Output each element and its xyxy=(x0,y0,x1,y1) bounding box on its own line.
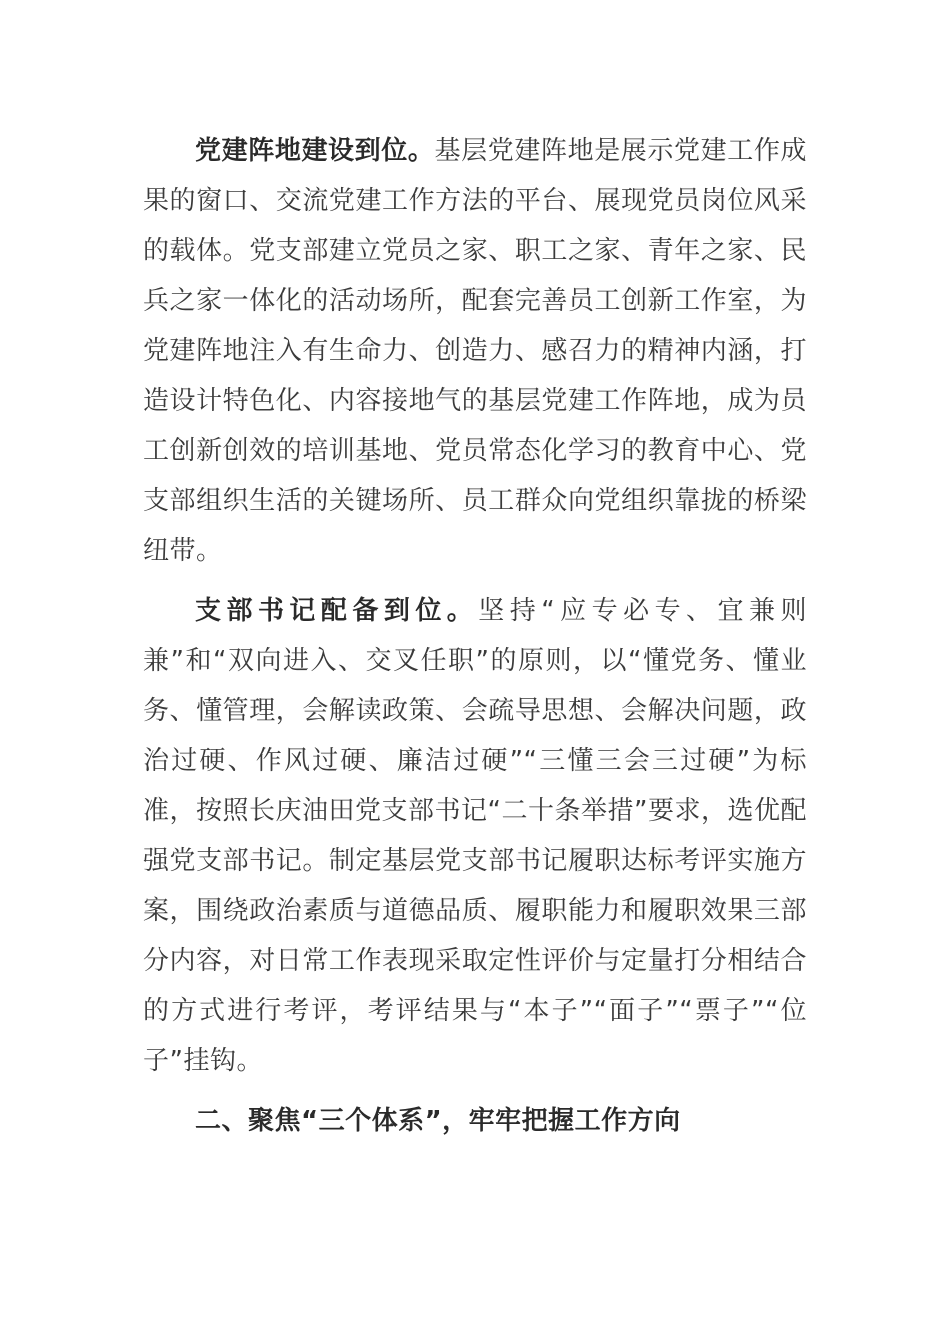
paragraph-party-building-position xyxy=(143,126,807,576)
section-heading: 二、聚焦“三个体系”，牢牢把握工作方向 xyxy=(195,1106,681,1136)
paragraph-body: 基层党建阵地是展示党建工作成果的窗口、交流党建工作方法的平台、展现党员岗位风采的载体。党支部建立党员之家、职工之家、青年之家、民兵之家一体化的活动场所，配套完善员工创新工作室，为党建阵地注入有生命力、创造力、感召力的精神内涵，打造设计特色化、内容接地气的基层党建工作阵地，成为员工创新创效的培训基地、党员常态化学习的教育中心、党支部组织生活的关键场所、员工群众向党组织靠拢的桥梁纽带。 xyxy=(143,136,807,566)
paragraph-lead: 支部书记配备到位。 xyxy=(195,596,479,626)
paragraph-lead: 党建阵地建设到位。 xyxy=(195,136,435,166)
paragraph-body: 坚持“应专必专、宜兼则兼”和“双向进入、交叉任职”的原则，以“懂党务、懂业务、懂管理，会解读政策、会疏导思想、会解决问题，政治过硬、作风过硬、廉洁过硬”“三懂三会三过硬”为标准，按照长庆油田党支部书记“二十条举措”要求，选优配强党支部书记。制定基层党支部书记履职达标考评实施方案，围绕政治素质与道德品质、履职能力和履职效果三部分内容，对日常工作表现采取定性评价与定量打分相结合的方式进行考评，考评结果与“本子”“面子”“票子”“位子”挂钩。 xyxy=(143,596,807,1076)
paragraph-branch-secretary xyxy=(143,586,807,1086)
